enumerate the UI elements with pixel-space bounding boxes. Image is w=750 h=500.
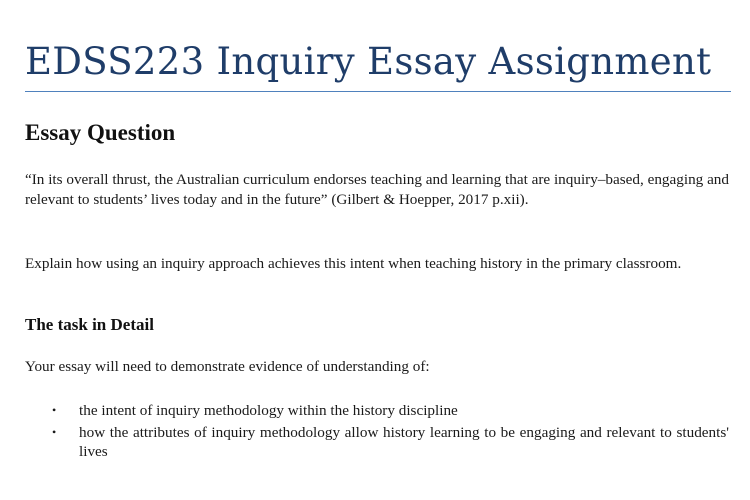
subsection-heading-task-detail: The task in Detail [25,315,154,334]
document-title: EDSS223 Inquiry Essay Assignment [25,40,712,83]
list-item [25,423,729,462]
title-underline-rule [25,91,731,92]
bullet-icon: • [52,403,57,417]
list-item [25,401,729,421]
requirements-list [25,401,729,464]
list-item-text: how the attributes of inquiry methodology allow history learning to be engaging and relevant to students' lives [79,423,729,460]
list-item-text: the intent of inquiry methodology within the history discipline [79,402,458,419]
quote-paragraph: “In its overall thrust, the Australian curriculum endorses teaching and learning that are inquiry–based, engaging and relevant to students’ lives today and in the future” (Gilbert & Hoepper, 2017 p.xii). [25,171,729,208]
section-heading-essay-question: Essay Question [25,120,176,145]
bullet-icon: • [52,424,57,439]
intro-paragraph: Your essay will need to demonstrate evidence of understanding of: [25,358,430,375]
explain-paragraph: Explain how using an inquiry approach achieves this intent when teaching history in the primary classroom. [25,255,682,272]
